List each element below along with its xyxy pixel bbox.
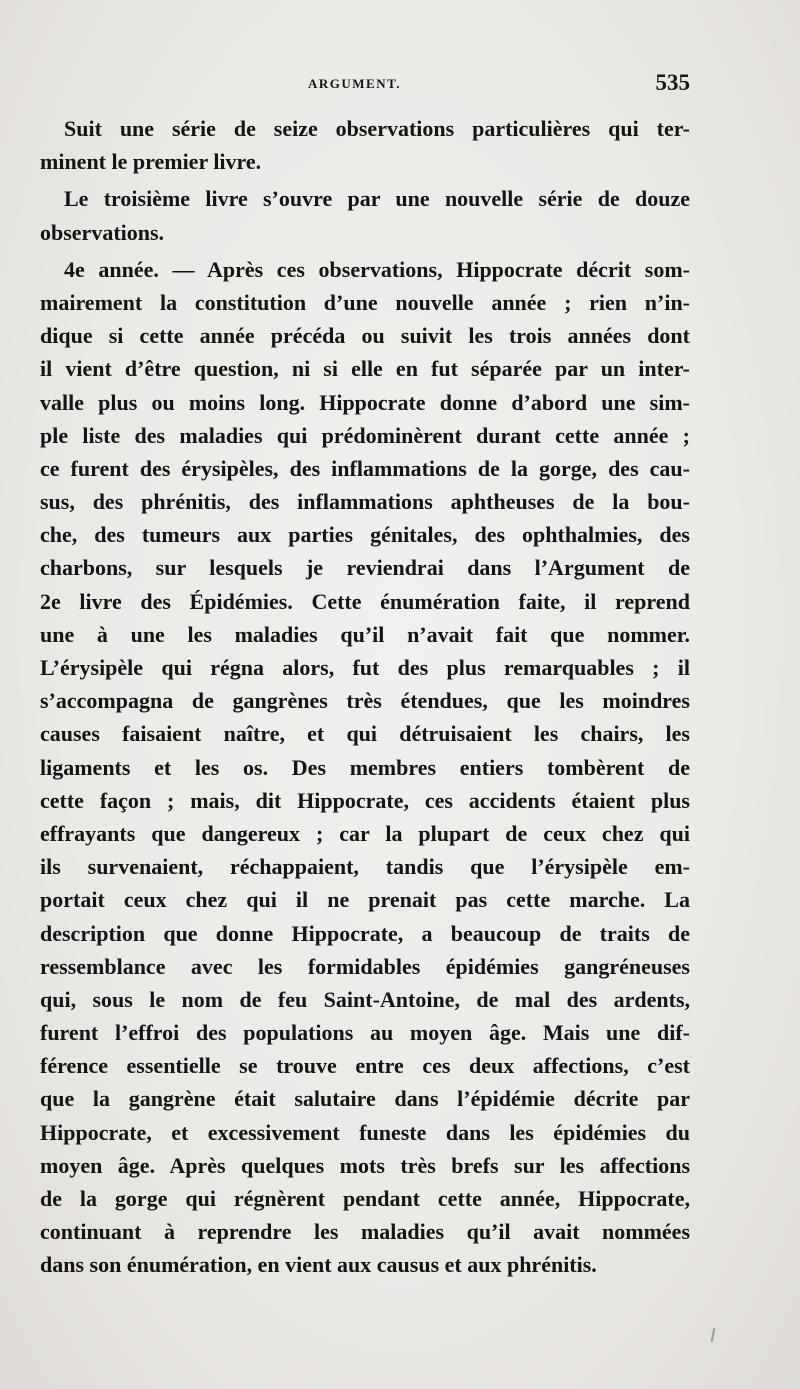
text-line: Hippocrate, et excessivement funeste dans les épidémies du xyxy=(40,1119,690,1145)
text-line: description que donne Hippocrate, a beaucoup de traits de xyxy=(40,920,690,946)
text-line: effrayants que dangereux ; car la plupart de ceux chez qui xyxy=(40,820,690,846)
text-line: causes faisaient naître, et qui détruisaient les chairs, les xyxy=(40,721,690,747)
text-line: ressemblance avec les formidables épidémies gangréneuses xyxy=(40,953,690,979)
text-line: moyen âge. Après quelques mots très brefs sur les affections xyxy=(40,1152,690,1178)
text-line: L’érysipèle qui régna alors, fut des plus remarquables ; il xyxy=(40,655,690,680)
text-line: qui, sous le nom de feu Saint-Antoine, de mal des ardents, xyxy=(40,986,690,1012)
text-line: il vient d’être question, ni si elle en fut séparée par un inter- xyxy=(40,356,690,382)
paper-speck xyxy=(711,1328,716,1342)
body-text xyxy=(40,112,690,1282)
page-number: 535 xyxy=(655,70,690,95)
text-line: ple liste des maladies qui prédominèrent durant cette année ; xyxy=(40,422,690,448)
text-line: furent l’effroi des populations au moyen âge. Mais une dif- xyxy=(40,1020,690,1046)
text-line: portait ceux chez qui il ne prenait pas cette marche. La xyxy=(40,887,690,913)
text-line: férence essentielle se trouve entre ces deux affections, c’est xyxy=(40,1053,690,1079)
running-head-title: ARGUMENT. xyxy=(308,76,402,91)
text-line: ce furent des érysipèles, des inflammations de la gorge, des cau- xyxy=(40,455,690,481)
text-line: dique si cette année précéda ou suivit les trois années dont xyxy=(40,323,690,349)
text-line: ils survenaient, réchappaient, tandis que l’érysipèle em- xyxy=(40,854,690,880)
text-line: continuant à reprendre les maladies qu’il avait nommées xyxy=(40,1219,690,1245)
text-line: de la gorge qui régnèrent pendant cette année, Hippocrate, xyxy=(40,1186,690,1211)
text-line: charbons, sur lesquels je reviendrai dans l’Argument de xyxy=(40,555,690,581)
running-head xyxy=(40,70,690,100)
text-line: 4e année. — Après ces observations, Hippocrate décrit som- xyxy=(64,256,690,282)
text-line: sus, des phrénitis, des inflammations aphtheuses de la bou- xyxy=(40,489,690,515)
text-line: ligaments et les os. Des membres entiers tombèrent de xyxy=(40,754,690,780)
text-line: che, des tumeurs aux parties génitales, des ophthalmies, des xyxy=(40,522,690,548)
text-line: 2e livre des Épidémies. Cette énumération faite, il reprend xyxy=(40,588,690,614)
text-line: une à une les maladies qu’il n’avait fait que nommer. xyxy=(40,621,690,647)
text-line: que la gangrène était salutaire dans l’épidémie décrite par xyxy=(40,1086,690,1112)
text-line: cette façon ; mais, dit Hippocrate, ces accidents étaient plus xyxy=(40,787,690,813)
text-line: s’accompagna de gangrènes très étendues, que les moindres xyxy=(40,688,690,714)
text-line: observations. xyxy=(40,219,165,245)
text-line: minent le premier livre. xyxy=(40,149,262,175)
text-line: Le troisième livre s’ouvre par une nouvelle série de douze xyxy=(64,186,690,212)
text-line: mairement la constitution d’une nouvelle année ; rien n’in- xyxy=(40,289,690,315)
text-line: dans son énumération, en vient aux causus et aux phrénitis. xyxy=(40,1252,597,1278)
text-line: Suit une série de seize observations particulières qui ter- xyxy=(64,116,690,141)
text-line: valle plus ou moins long. Hippocrate donne d’abord une sim- xyxy=(40,389,690,415)
